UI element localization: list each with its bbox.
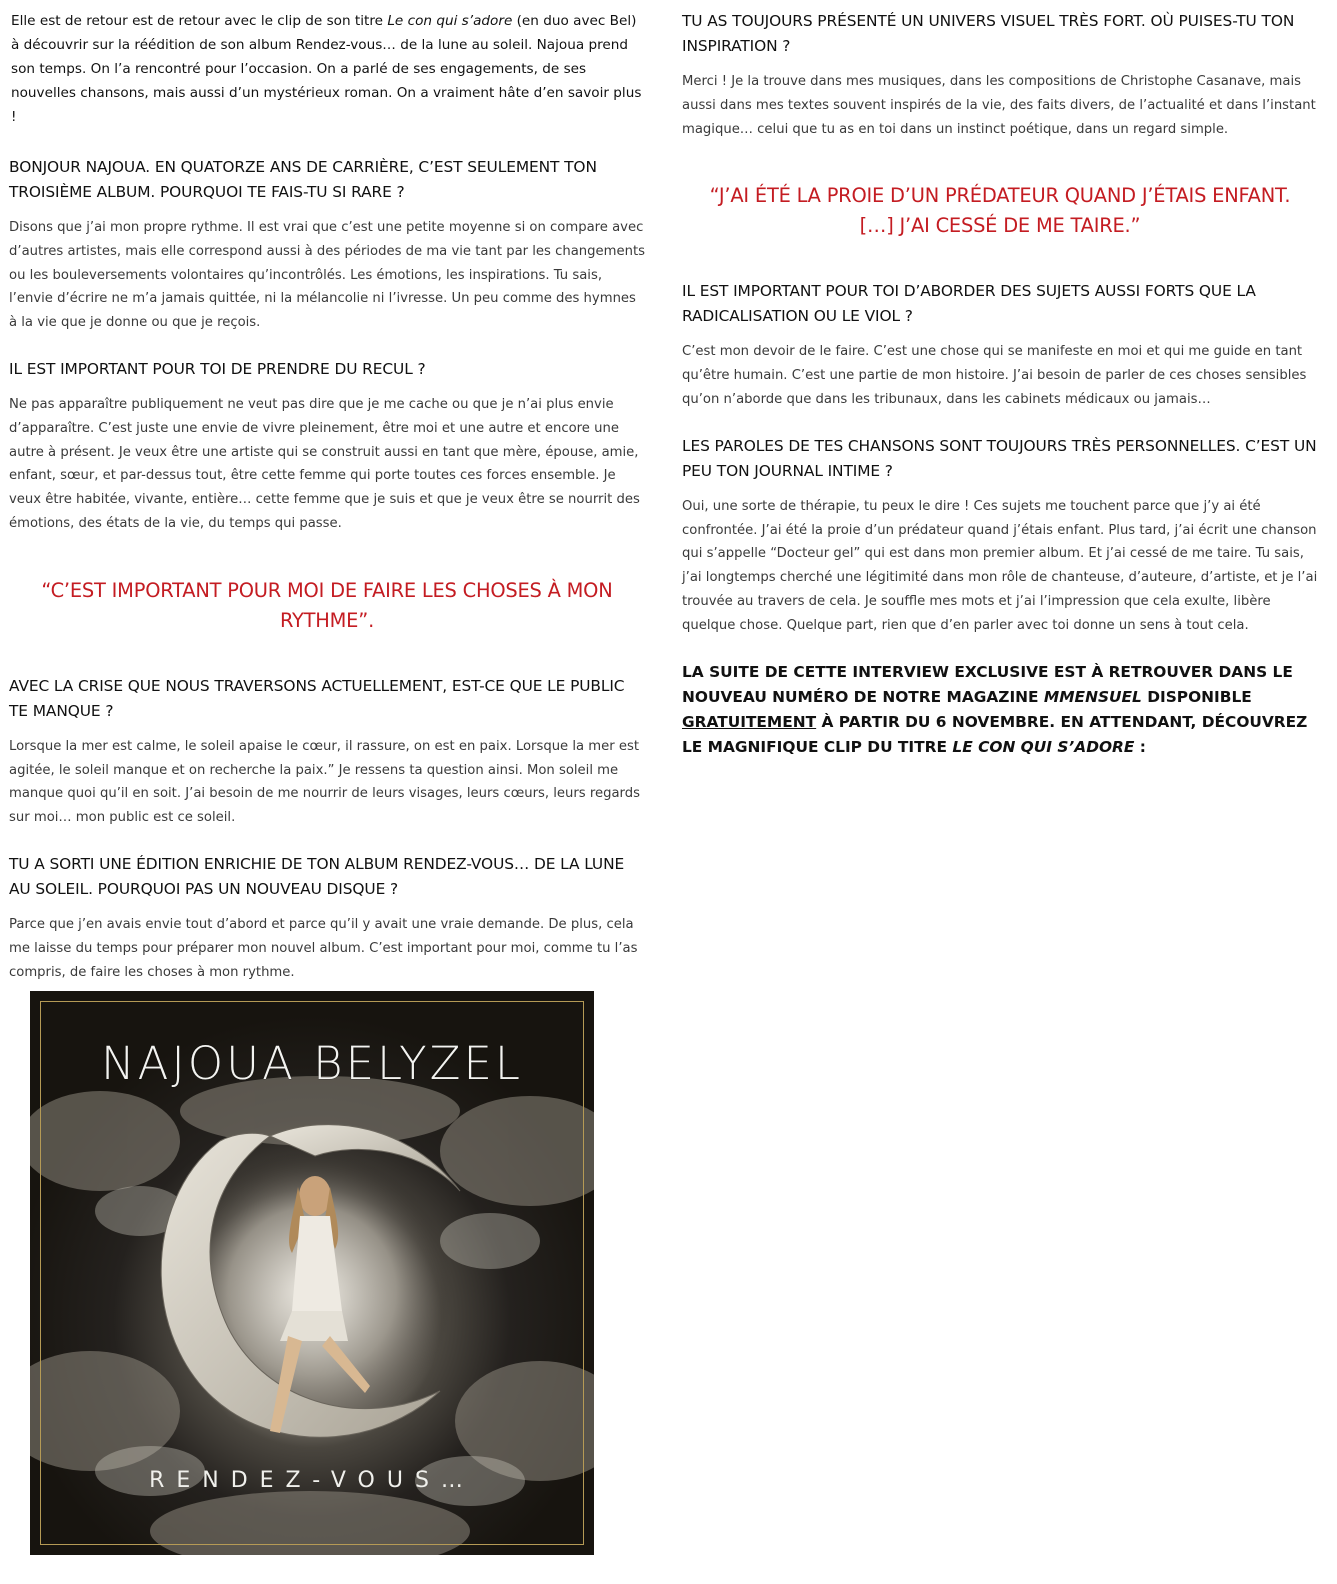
answer-paragraph: Parce que j’en avais envie tout d’abord et parce qu’il y avait une vraie demande. De plus, cela me laisse du temps pour préparer mon nouvel album. C’est important pour moi, comme tu l’as compris, de faire les choses à mon rythme. [9, 916, 638, 980]
intro-song-title: Le con qui s’adore [387, 13, 513, 29]
closing-text-2: DISPONIBLE [1141, 687, 1252, 706]
intro-text-1: Elle est de retour est de retour avec le clip de son titre [11, 13, 388, 29]
pull-quote: “J’AI ÉTÉ LA PROIE D’UN PRÉDATEUR QUAND J’ÉTAIS ENFANT. […] J’AI CESSÉ DE ME TAIRE.” [709, 184, 1291, 238]
closing-text-1: LA SUITE DE CETTE INTERVIEW EXCLUSIVE EST À RETROUVER DANS LE NOUVEAU NUMÉRO DE NOTRE MAGAZINE [682, 662, 1293, 706]
closing-announcement [682, 660, 1318, 760]
answer-paragraph: C’est mon devoir de le faire. C’est une chose qui se manifeste en moi et qui me guide en tant qu’être humain. C’est une partie de mon histoire. J’ai besoin de parler de ces choses sensibles qu’on n’aborde que dans les tribunaux, dans les cabinets médicaux ou jamais… [682, 344, 1307, 407]
closing-text-3: À PARTIR DU 6 NOVEMBRE. EN ATTENDANT, DÉCOUVREZ LE MAGNIFIQUE CLIP DU TITRE [682, 712, 1308, 756]
question-heading: AVEC LA CRISE QUE NOUS TRAVERSONS ACTUELLEMENT, EST-CE QUE LE PUBLIC TE MANQUE ? [9, 676, 625, 720]
answer-paragraph: Ne pas apparaître publiquement ne veut pas dire que je me cache ou que je n’ai plus envie d’apparaître. C’est juste une envie de vivre pleinement, être moi et une autre et encore une autre à présent. Je veux être une artiste qui se construit aussi en tant que mère, épouse, amie, enfant, sœur, et par-dessus tout, être cette femme qui porte toutes ces forces ensemble. Je veux être habitée, vivante, entière… cette femme que je suis et que je veux être se nourrit des émotions, des états de la vie, du temps qui passe. [9, 396, 640, 531]
right-column [682, 0, 1318, 760]
album-cover-image [30, 991, 594, 1555]
intro-text-2: (en duo avec Bel) à découvrir sur la réédition de son album Rendez-vous… de la lune au soleil. Najoua prend son temps. On l’a rencontré pour l’occasion. On a parlé de ses engagements, de ses nouvelles chansons, mais aussi d’un mystérieux roman. On a vraiment hâte d’en savoir plus ! [11, 13, 642, 125]
album-artist-name: NAJOUA BELYZEL [101, 1037, 523, 1090]
answer-paragraph: Oui, une sorte de thérapie, tu peux le dire ! Ces sujets me touchent parce que j’y ai été confrontée. J’ai été la proie d’un prédateur quand j’étais enfant. Plus tard, j’ai écrit une chanson qui s’appelle “Docteur gel” qui est dans mon premier album. Et j’ai cessé de me taire. Tu sais, j’ai longtemps cherché une légitimité dans mon rôle de chanteuse, d’auteure, d’artiste, et je l’ai trouvée au travers de cela. Je souffle mes mots et j’ai l’impression que cela exulte, libère quelque chose. Quelque part, rien que d’en parler avec toi donne un sens à tout cela. [682, 498, 1318, 633]
question-heading: TU A SORTI UNE ÉDITION ENRICHIE DE TON ALBUM RENDEZ-VOUS… DE LA LUNE AU SOLEIL. POURQUOI PAS UN NOUVEAU DISQUE ? [9, 854, 625, 898]
question-heading: BONJOUR NAJOUA. EN QUATORZE ANS DE CARRIÈRE, C’EST SEULEMENT TON TROISIÈME ALBUM. POURQUOI TE FAIS-TU SI RARE ? [9, 158, 597, 201]
closing-text-4: : [1134, 737, 1146, 756]
answer-paragraph: Merci ! Je la trouve dans mes musiques, dans les compositions de Christophe Casanave, mais aussi dans mes textes souvent inspirés de la vie, des faits divers, de l’actualité et dans l’instant magique… celui que tu as en toi dans un instinct poétique, dans un regard simple. [682, 74, 1316, 137]
question-heading: LES PAROLES DE TES CHANSONS SONT TOUJOURS TRÈS PERSONNELLES. C’EST UN PEU TON JOURNAL INTIME ? [682, 436, 1317, 480]
free-link[interactable]: GRATUITEMENT [682, 712, 817, 731]
question-heading: IL EST IMPORTANT POUR TOI DE PRENDRE DU RECUL ? [9, 359, 426, 378]
answer-paragraph: Disons que j’ai mon propre rythme. Il est vrai que c’est une petite moyenne si on compare avec d’autres artistes, mais elle correspond aussi à des périodes de ma vie tant par les changements ou les bouleversements volontaires qu’incontrôlés. Les émotions, les inspirations. Tu sais, l’envie d’écrire ne m’a jamais quittée, ni la mélancolie ni l’ivresse. Un peu comme des hymnes à la vie que je donne ou que je reçois. [9, 220, 645, 331]
intro-paragraph [11, 9, 645, 129]
question-heading: IL EST IMPORTANT POUR TOI D’ABORDER DES SUJETS AUSSI FORTS QUE LA RADICALISATION OU LE VIOL ? [682, 282, 1256, 326]
album-title-text: RENDEZ-VOUS… [149, 1468, 475, 1493]
question-heading: TU AS TOUJOURS PRÉSENTÉ UN UNIVERS VISUEL TRÈS FORT. OÙ PUISES-TU TON INSPIRATION ? [682, 12, 1295, 55]
closing-song-title: LE CON QUI S’ADORE [952, 737, 1135, 756]
left-column [9, 0, 645, 984]
magazine-name: MMENSUEL [1043, 687, 1142, 706]
pull-quote: “C’EST IMPORTANT POUR MOI DE FAIRE LES CHOSES À MON RYTHME”. [41, 578, 613, 632]
answer-paragraph: Lorsque la mer est calme, le soleil apaise le cœur, il rassure, on est en paix. Lorsque la mer est agitée, le soleil manque et on recherche la paix.” Je ressens ta question ainsi. Mon soleil me manque quoi qu’il en soit. J’ai besoin de me nourrir de leurs visages, leurs cœurs, leurs regards sur moi… mon public est ce soleil. [9, 738, 640, 826]
